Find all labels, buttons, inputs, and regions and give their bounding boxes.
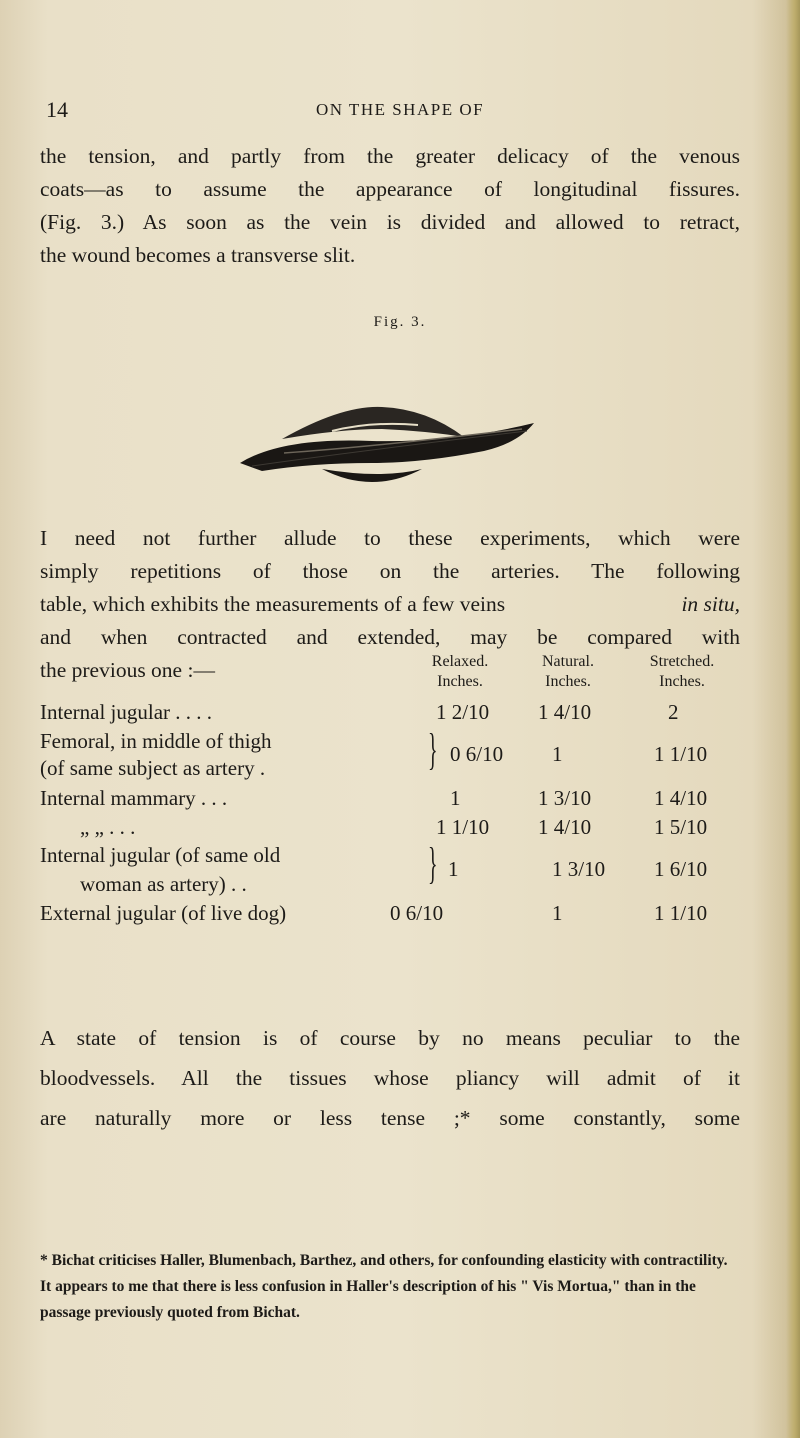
row-label: External jugular (of live dog) <box>40 901 287 925</box>
column-name: Stretched. <box>649 653 715 670</box>
cell-natural: 1 <box>552 742 563 766</box>
cell-relaxed: 1 2/10 <box>436 700 490 724</box>
text-line: A state of tension is of course by no means peculiar to the <box>40 1026 740 1050</box>
paragraph-1 <box>40 140 740 272</box>
cell-relaxed: 0 6/10 <box>390 901 444 925</box>
paragraph-3 <box>40 1018 740 1138</box>
text-line: the wound becomes a transverse slit. <box>40 243 356 267</box>
cell-natural: 1 3/10 <box>552 857 606 881</box>
text-segment: table, which exhibits the measurements of a few veins <box>40 592 506 616</box>
text-line: (Fig. 3.) As soon as the vein is divided and allowed to retract, <box>40 210 740 234</box>
text-line: and when contracted and extended, may be compared with <box>40 625 740 649</box>
text-line: the tension, and partly from the greater delicacy of the venous <box>40 144 740 168</box>
column-name: Relaxed. <box>431 653 489 670</box>
cell-natural: 1 <box>552 901 563 925</box>
column-name: Natural. <box>542 653 594 670</box>
cell-stretched: 1 6/10 <box>654 857 708 881</box>
page-number: 14 <box>46 97 68 122</box>
cell-natural: 1 4/10 <box>538 815 592 839</box>
row-label: Internal jugular . . . . <box>40 700 213 724</box>
figure-label: Fig. 3. <box>373 314 427 330</box>
cell-natural: 1 4/10 <box>538 700 592 724</box>
running-title: ON THE SHAPE OF <box>315 100 485 119</box>
row-label: Femoral, in middle of thigh <box>40 729 272 753</box>
text-line: simply repetitions of those on the arteries. The following <box>40 559 740 583</box>
cell-relaxed: 1 1/10 <box>436 815 490 839</box>
vein-illustration <box>222 345 552 505</box>
text-line: I need not further allude to these experiments, which were <box>40 526 740 550</box>
row-label: „ „ . . . <box>80 815 136 839</box>
cell-stretched: 1 4/10 <box>654 786 708 810</box>
brace-glyph: } <box>428 725 438 774</box>
page-header <box>0 97 800 125</box>
cell-natural: 1 3/10 <box>538 786 592 810</box>
column-unit: Inches. <box>545 673 591 690</box>
text-line <box>40 588 740 621</box>
cell-stretched: 2 <box>668 700 679 724</box>
row-label: woman as artery) . . <box>80 872 247 896</box>
text-line: are naturally more or less tense ;* some constantly, some <box>40 1106 740 1130</box>
row-label: (of same subject as artery . <box>40 756 266 780</box>
cell-relaxed: 0 6/10 <box>450 742 504 766</box>
page-edge <box>786 0 800 1438</box>
cell-stretched: 1 5/10 <box>654 815 708 839</box>
footnote: * Bichat criticises Haller, Blumenbach, Barthez, and others, for confounding elasticity with contractility. It appears to me that there is less confusion in Haller's description of his " Vis Mortua," than in the passage previously quoted from Bichat. <box>40 1252 728 1321</box>
cell-stretched: 1 1/10 <box>654 742 708 766</box>
row-label: Internal mammary . . . <box>40 786 228 810</box>
text-line: coats—as to assume the appearance of longitudinal fissures. <box>40 177 740 201</box>
text-line: the previous one :— <box>40 658 215 682</box>
cell-relaxed: 1 <box>450 786 461 810</box>
text-line: bloodvessels. All the tissues whose pliancy will admit of it <box>40 1066 740 1090</box>
italic-phrase: in situ, <box>681 592 740 616</box>
column-unit: Inches. <box>659 673 705 690</box>
cell-relaxed: 1 <box>448 857 459 881</box>
column-header-natural <box>508 652 628 692</box>
brace-glyph: } <box>428 839 438 888</box>
row-label: Internal jugular (of same old <box>40 843 281 867</box>
cell-stretched: 1 1/10 <box>654 901 708 925</box>
column-unit: Inches. <box>437 673 483 690</box>
column-header-stretched <box>622 652 742 692</box>
